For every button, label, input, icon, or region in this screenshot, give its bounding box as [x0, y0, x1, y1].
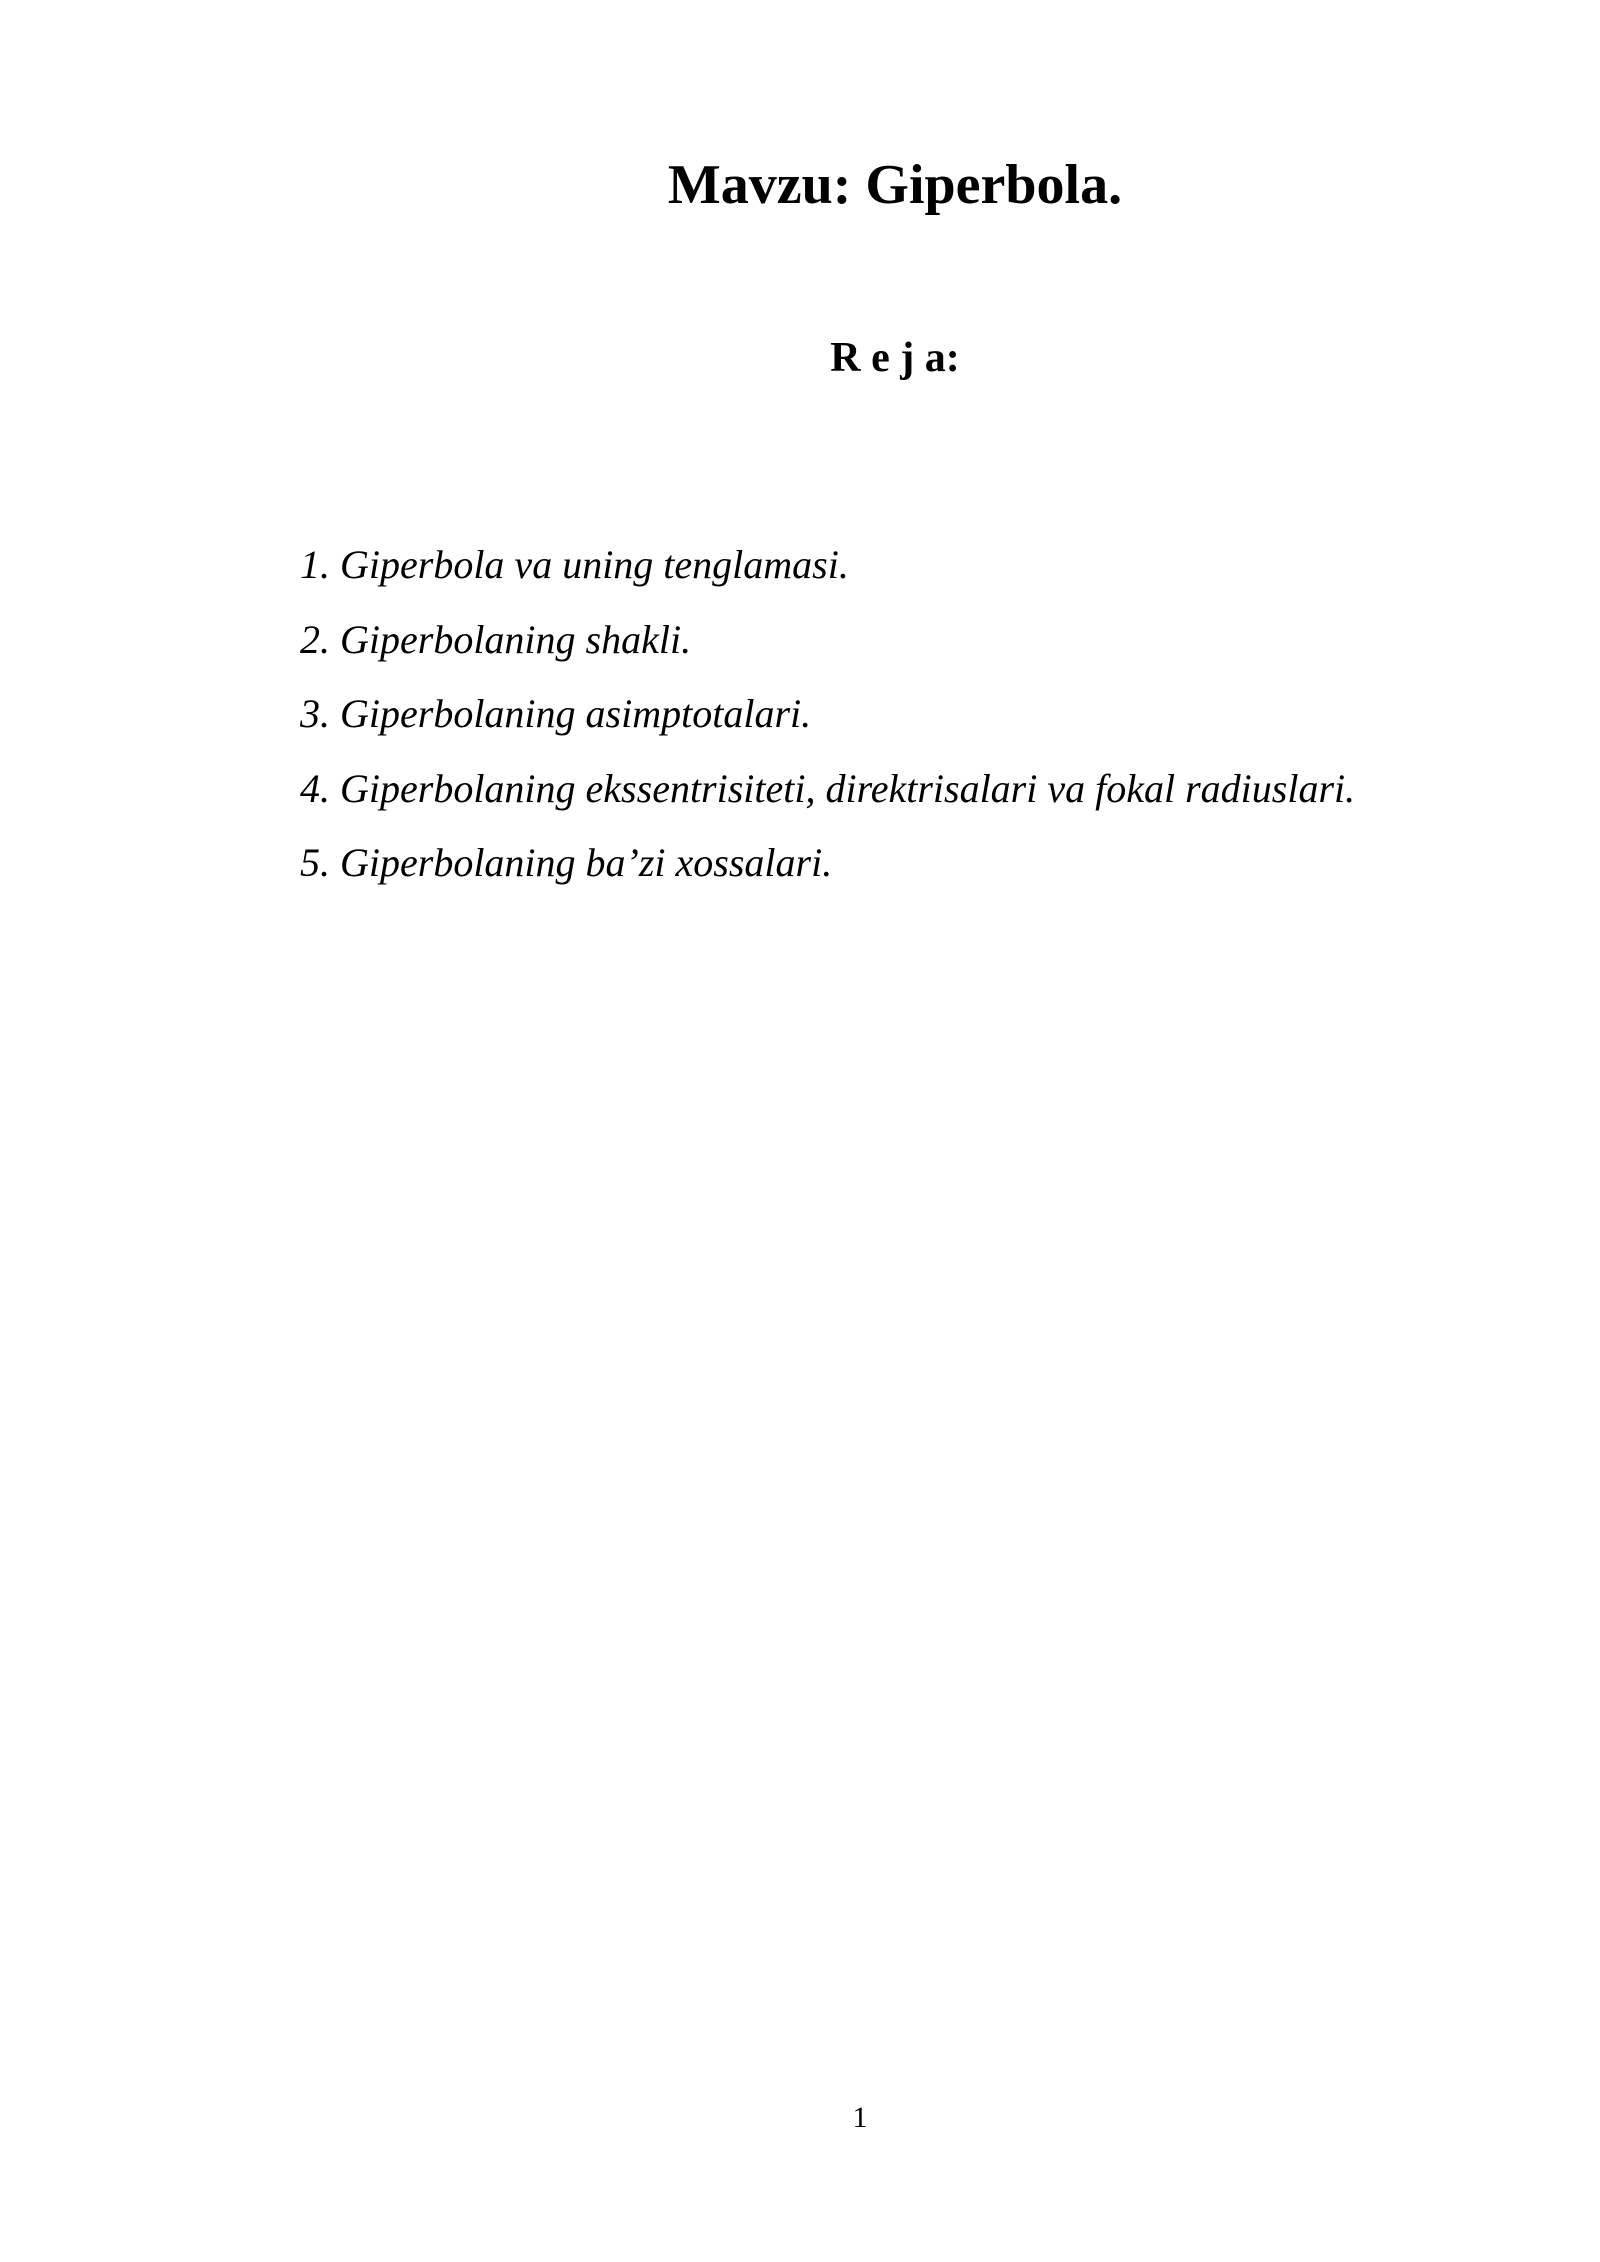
- plan-heading: R e j a:: [830, 335, 960, 381]
- plan-item: 4. Giperbolaning ekssentrisiteti, direktrisalari va fokal radiuslari.: [300, 765, 1356, 811]
- page-title: Mavzu: Giperbola.: [667, 154, 1123, 216]
- plan-item: 5. Giperbolaning ba’zi xossalari.: [300, 840, 833, 885]
- plan-item: 3. Giperbolaning asimptotalari.: [300, 691, 812, 736]
- plan-list: [300, 528, 1355, 901]
- plan-item: 1. Giperbola va uning tenglamasi.: [300, 542, 849, 587]
- plan-item: 2. Giperbolaning shakli.: [300, 616, 692, 662]
- page-number: 1: [852, 2101, 868, 2134]
